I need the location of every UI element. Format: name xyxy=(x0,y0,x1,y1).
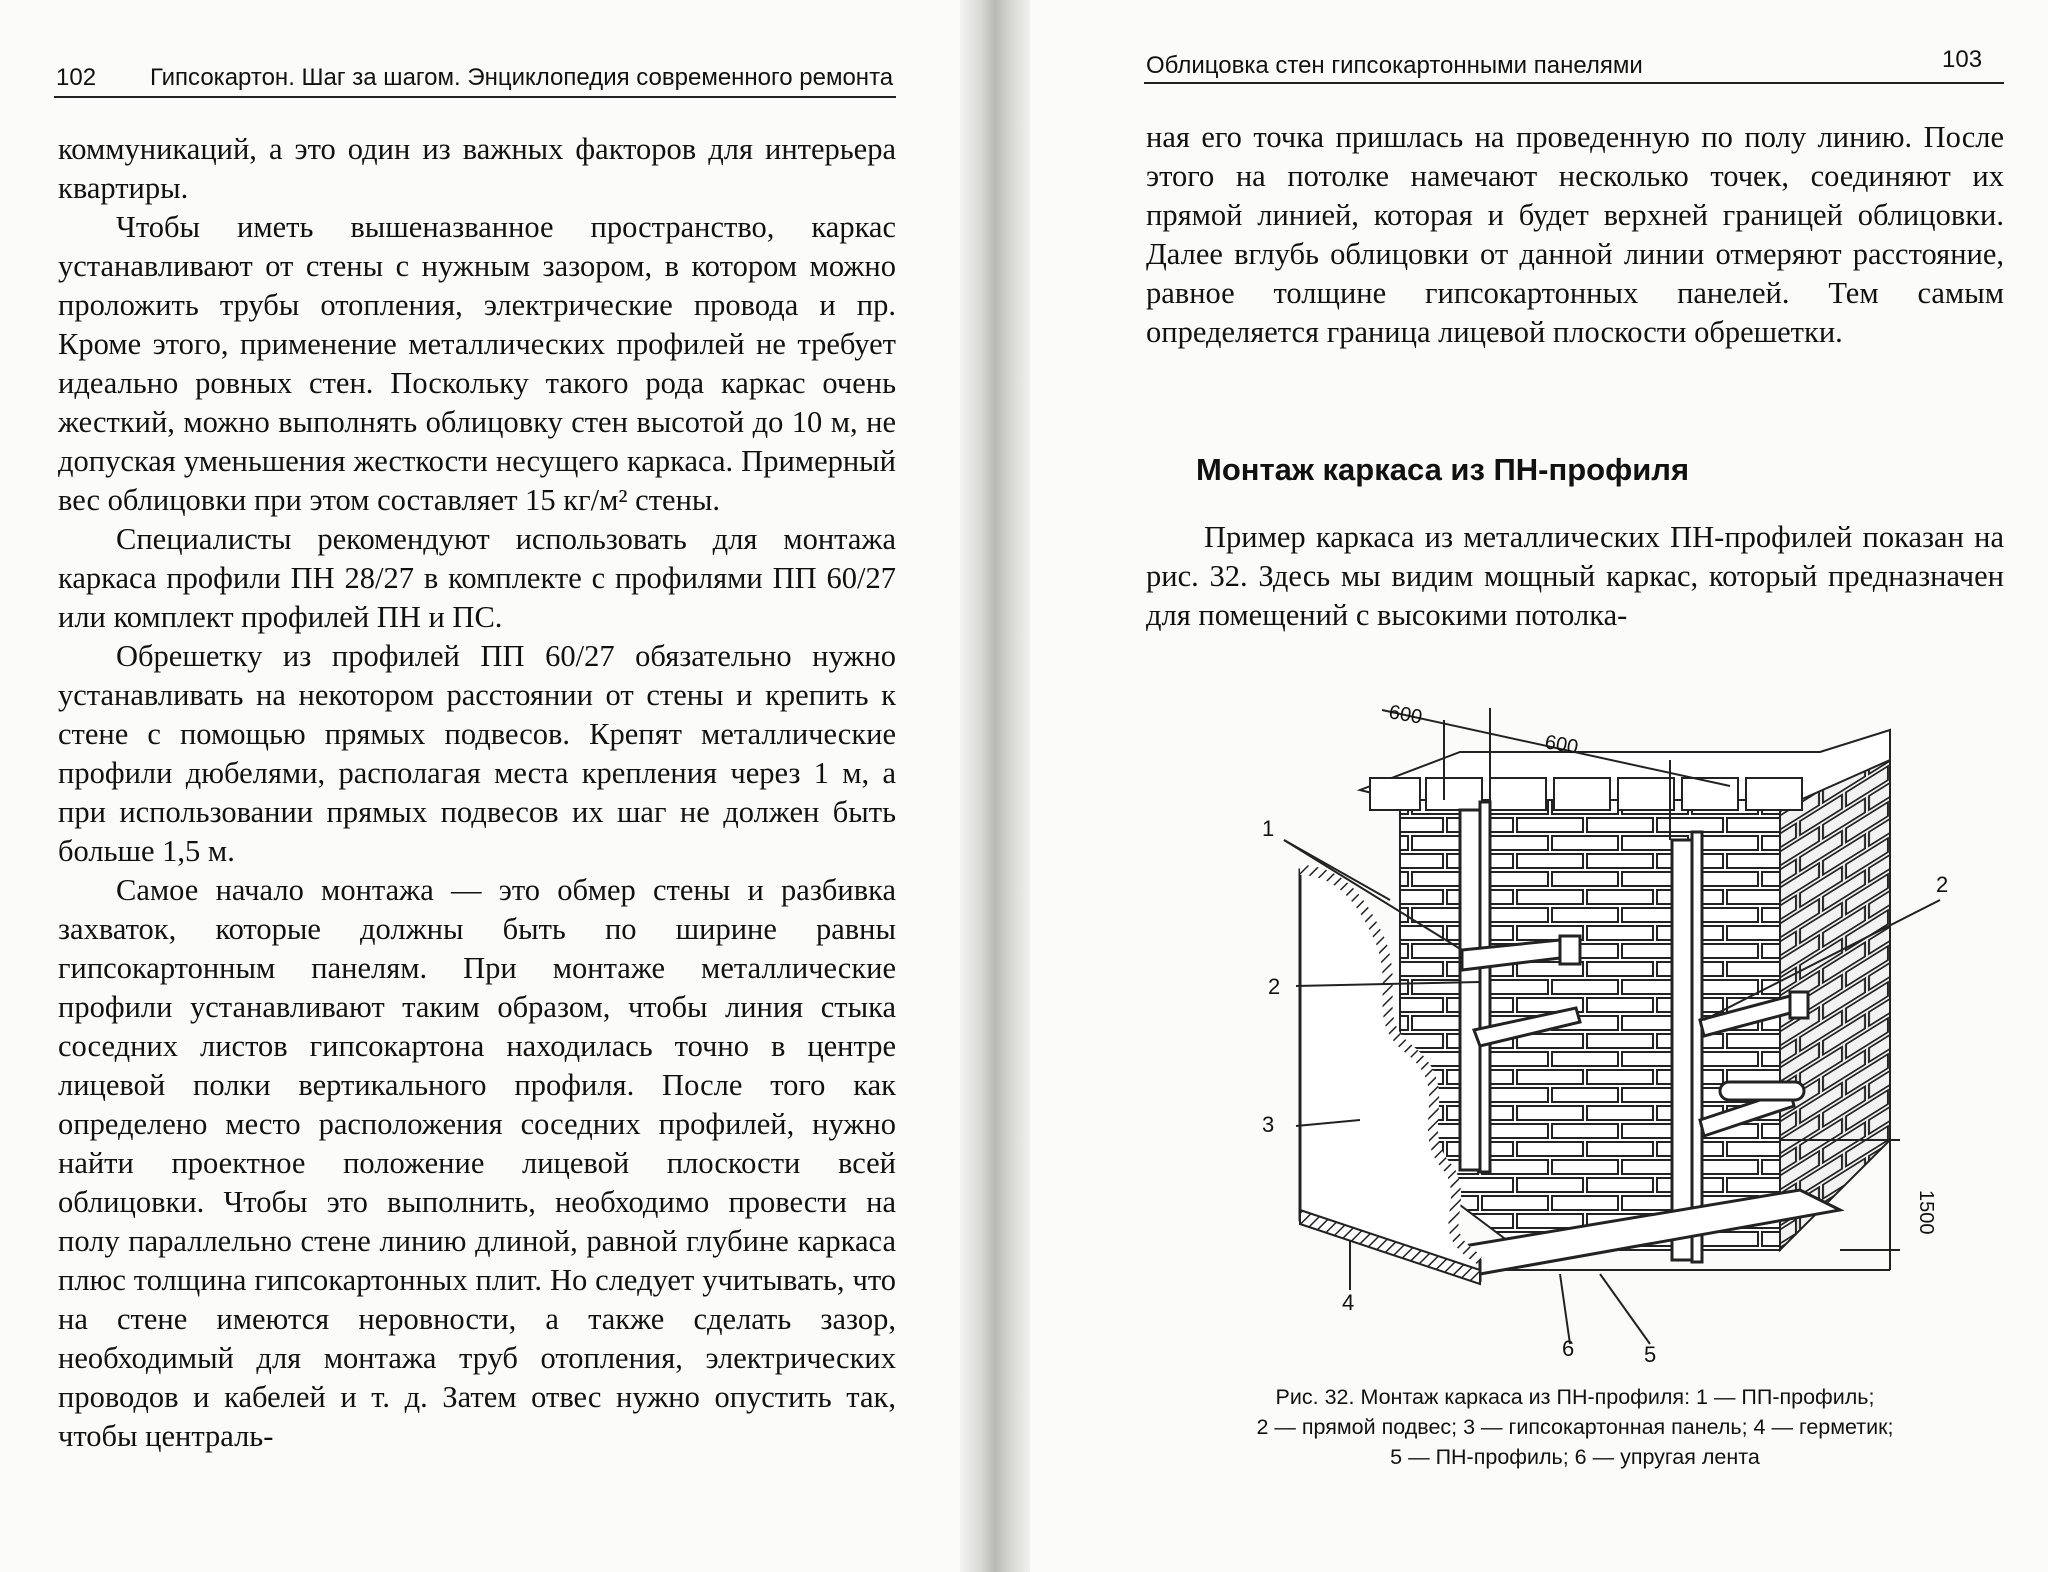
paragraph: Специалисты рекомендуют использовать для монтажа каркаса профили ПН 28/27 в комплекте с профилями ПП 60/27 или комплект профилей ПН и ПС. xyxy=(58,522,896,634)
paragraph: Самое начало монтажа — это обмер стены и разбивка захваток, которые должны быть по ширине равны гипсокартонным панелям. При монтаже металлические профили устанавливают таким образом, чтобы линия стыка соседних листов гипсокартона находилась точно в центре лицевой полки вертикального профиля. После того как определено место расположения соседних профилей, нужно найти проектное положение лицевой плоскости всей облицовки. Чтобы это выполнить, необходимо провести на полу параллельно стене линию длиной, равной глубине каркаса плюс толщина гипсокартонных плит. Но следует учитывать, что на стене имеются неровности, а также сделать зазор, необходимый для монтажа труб отопления, электрических проводов и кабелей и т. д. Затем отвес нужно опустить так, чтобы централь- xyxy=(58,873,896,1453)
dimension-label: 1500 xyxy=(1915,1190,1937,1235)
book-gutter xyxy=(960,0,1030,1572)
figure-32-frame-diagram xyxy=(1200,690,1960,1370)
paragraph: Пример каркаса из металлических ПН-профилей показан на рис. 32. Здесь мы видим мощный каркас, который предназначен для помещений с высокими потолка- xyxy=(1146,520,2004,632)
section-heading: Монтаж каркаса из ПН-профиля xyxy=(1196,452,1690,487)
callout-2-left: 2 xyxy=(1268,974,1281,999)
callout-4: 4 xyxy=(1342,1290,1355,1315)
left-page xyxy=(0,0,960,1572)
left-running-title: Гипсокартон. Шаг за шагом. Энциклопедия современного ремонта xyxy=(150,64,894,91)
right-running-title: Облицовка стен гипсокартонными панелями xyxy=(1146,52,1643,79)
callout-1: 1 xyxy=(1262,816,1275,841)
paragraph: коммуникаций, а это один из важных факторов для интерьера квартиры. xyxy=(58,132,896,205)
right-body-text-top xyxy=(1146,118,2004,352)
callout-2-right: 2 xyxy=(1936,872,1949,897)
paragraph: ная его точка пришлась на проведенную по полу линию. После этого на потолке намечают несколько точек, соединяют их прямой линией, которая и будет верхней границей облицовки. Далее вглубь облицовки от данной линии отмеряют расстояние, равное толщине гипсокартонных панелей. Тем самым определяется граница лицевой плоскости обрешетки. xyxy=(1146,120,2004,349)
callout-6: 6 xyxy=(1562,1336,1575,1361)
caption-line: 5 — ПН-профиль; 6 — упругая лента xyxy=(1390,1445,1760,1469)
left-page-number: 102 xyxy=(56,64,97,91)
paragraph: Обрешетку из профилей ПП 60/27 обязательно нужно устанавливать на некотором расстоянии от стены и крепить к стене с помощью прямых подвесов. Крепят металлические профили дюбелями, располагая места крепления через 1 м, а при использовании прямых подвесов их шаг не должен быть больше 1,5 м. xyxy=(58,639,896,868)
wall-top-bricks xyxy=(1370,778,1802,810)
right-page-number: 103 xyxy=(1942,46,1983,73)
figure-caption xyxy=(1146,1382,2004,1472)
dimension-label: 600 xyxy=(1387,701,1424,729)
caption-line: 2 — прямой подвес; 3 — гипсокартонная панель; 4 — герметик; xyxy=(1256,1415,1894,1439)
paragraph: Чтобы иметь вышеназванное пространство, каркас устанавливают от стены с нужным зазором, в котором можно проложить трубы отопления, электрические провода и пр. Кроме этого, применение металлических профилей не требует идеально ровных стен. Поскольку такого рода каркас очень жесткий, можно выполнять облицовку стен высотой до 10 м, не допуская уменьшения жесткости несущего каркаса. Примерный вес облицовки при этом составляет 15 кг/м² стены. xyxy=(58,210,896,517)
caption-line: Рис. 32. Монтаж каркаса из ПН-профиля: 1 — ПП-профиль; xyxy=(1275,1385,1875,1409)
left-header-rule xyxy=(54,96,896,98)
right-header-rule xyxy=(1144,82,2004,84)
left-body-text xyxy=(58,130,896,1456)
right-body-text-bottom xyxy=(1146,518,2004,635)
callout-5: 5 xyxy=(1644,1342,1657,1367)
callout-3: 3 xyxy=(1262,1112,1275,1137)
pipe xyxy=(1720,1082,1804,1100)
dimension-label: 600 xyxy=(1543,731,1580,759)
right-page xyxy=(1030,0,2048,1572)
